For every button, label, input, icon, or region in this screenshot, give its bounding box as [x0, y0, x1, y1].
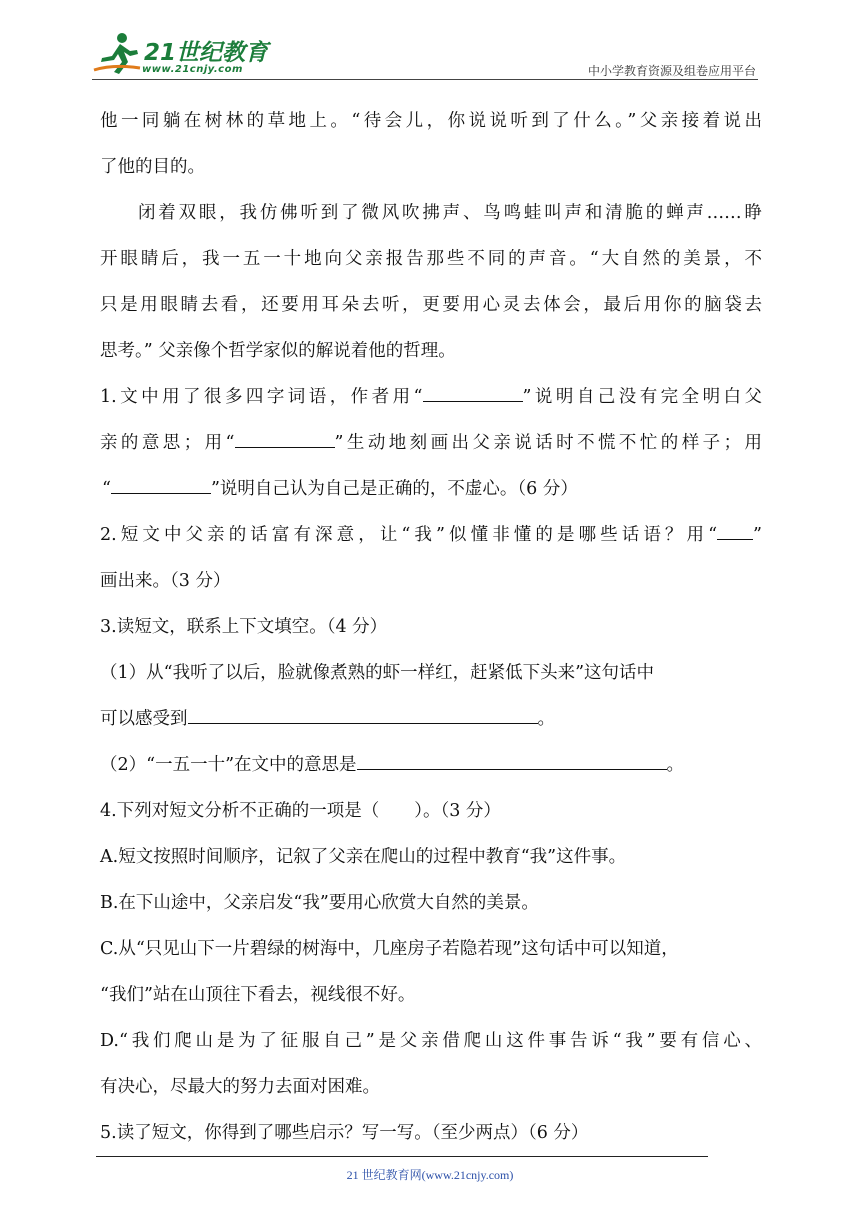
passage-line: 只是用眼睛去看，还要用耳朵去听，更要用心灵去体会，最后用你的脑袋去	[100, 295, 762, 315]
question-4-option-c[interactable]: C.从“只见山下一片碧绿的树海中，几座房子若隐若现”这句话中可以知道，	[100, 939, 679, 959]
logo	[92, 30, 272, 78]
footer-divider	[96, 1156, 708, 1157]
question-1-line-3	[100, 466, 762, 512]
q3-text: 可以感受到	[100, 709, 188, 729]
q3-blank-2[interactable]	[357, 751, 667, 770]
question-3-sub-1: （1）从“我听了以后，脸就像煮熟的虾一样红，赶紧低下头来”这句话中	[100, 663, 655, 683]
q3-text: 。	[666, 755, 685, 775]
q1-text: ”生动地刻画出父亲说话时不慌不忙的样子；用	[334, 433, 762, 453]
q2-blank[interactable]	[717, 521, 753, 540]
q3-blank-1[interactable]	[188, 705, 538, 724]
question-2-line-2: 画出来。（3 分）	[100, 571, 231, 591]
question-3-title: 3.读短文，联系上下文填空。（4 分）	[100, 617, 388, 637]
question-4-title: 4.下列对短文分析不正确的一项是（ ）。（3 分）	[100, 801, 501, 821]
passage-line: 开眼睛后，我一五一十地向父亲报告那些不同的声音。“大自然的美景，不	[100, 249, 762, 269]
question-3-sub-2	[100, 742, 762, 788]
logo-text: 21世纪教育	[144, 40, 269, 66]
page-header	[0, 0, 860, 82]
q2-text: 2.短文中父亲的话富有深意，让“我”似懂非懂的是哪些话语？用“	[100, 525, 718, 545]
q1-text: ”说明自己认为自己是正确的，不虚心。（6 分）	[210, 479, 578, 499]
q1-text: 1.文中用了很多四字词语，作者用“	[100, 387, 423, 407]
question-4-option-d-line-2: 有决心，尽最大的努力去面对困难。	[100, 1077, 380, 1097]
q1-blank-1[interactable]	[423, 383, 523, 402]
q1-text: 亲的意思；用“	[100, 433, 235, 453]
document-body	[100, 98, 762, 1156]
footer-text[interactable]: 21 世纪教育网(www.21cnjy.com)	[346, 1168, 514, 1182]
runner-logo-icon	[92, 30, 144, 78]
question-4-option-a[interactable]: A.短文按照时间顺序，记叙了父亲在爬山的过程中教育“我”这件事。	[100, 847, 627, 867]
question-3-sub-1-line-2	[100, 696, 762, 742]
q3-text: 。	[537, 709, 555, 729]
passage-line: 他一同躺在树林的草地上。“待会儿，你说说听到了什么。”父亲接着说出	[100, 111, 762, 131]
header-divider	[92, 79, 758, 80]
question-1-line-2	[100, 420, 762, 466]
platform-title: 中小学教育资源及组卷应用平台	[587, 64, 756, 78]
q1-blank-2[interactable]	[235, 429, 335, 448]
question-4-option-b[interactable]: B.在下山途中，父亲启发“我”要用心欣赏大自然的美景。	[100, 893, 539, 913]
passage-line: 了他的目的。	[100, 157, 205, 177]
question-1	[100, 374, 762, 420]
question-2	[100, 512, 762, 558]
question-4-option-c-line-2: “我们”站在山顶往下看去，视线很不好。	[100, 985, 416, 1005]
logo-url: www.21cnjy.com	[142, 64, 243, 75]
question-4-option-d[interactable]: D.“我们爬山是为了征服自己”是父亲借爬山这件事告诉“我”要有信心、	[100, 1031, 762, 1051]
passage-line: 闭着双眼，我仿佛听到了微风吹拂声、鸟鸣蛙叫声和清脆的蝉声……睁	[138, 203, 762, 223]
question-5-title: 5.读了短文，你得到了哪些启示？写一写。（至少两点）（6 分）	[100, 1123, 589, 1143]
q1-blank-3[interactable]	[111, 475, 211, 494]
q3-text: （2）“一五一十”在文中的意思是	[100, 755, 357, 775]
q2-text: ”	[753, 525, 762, 545]
q1-text: “	[102, 479, 111, 499]
passage-line: 思考。” 父亲像个哲学家似的解说着他的哲理。	[100, 341, 456, 361]
q1-text: ”说明自己没有完全明白父	[522, 387, 762, 407]
